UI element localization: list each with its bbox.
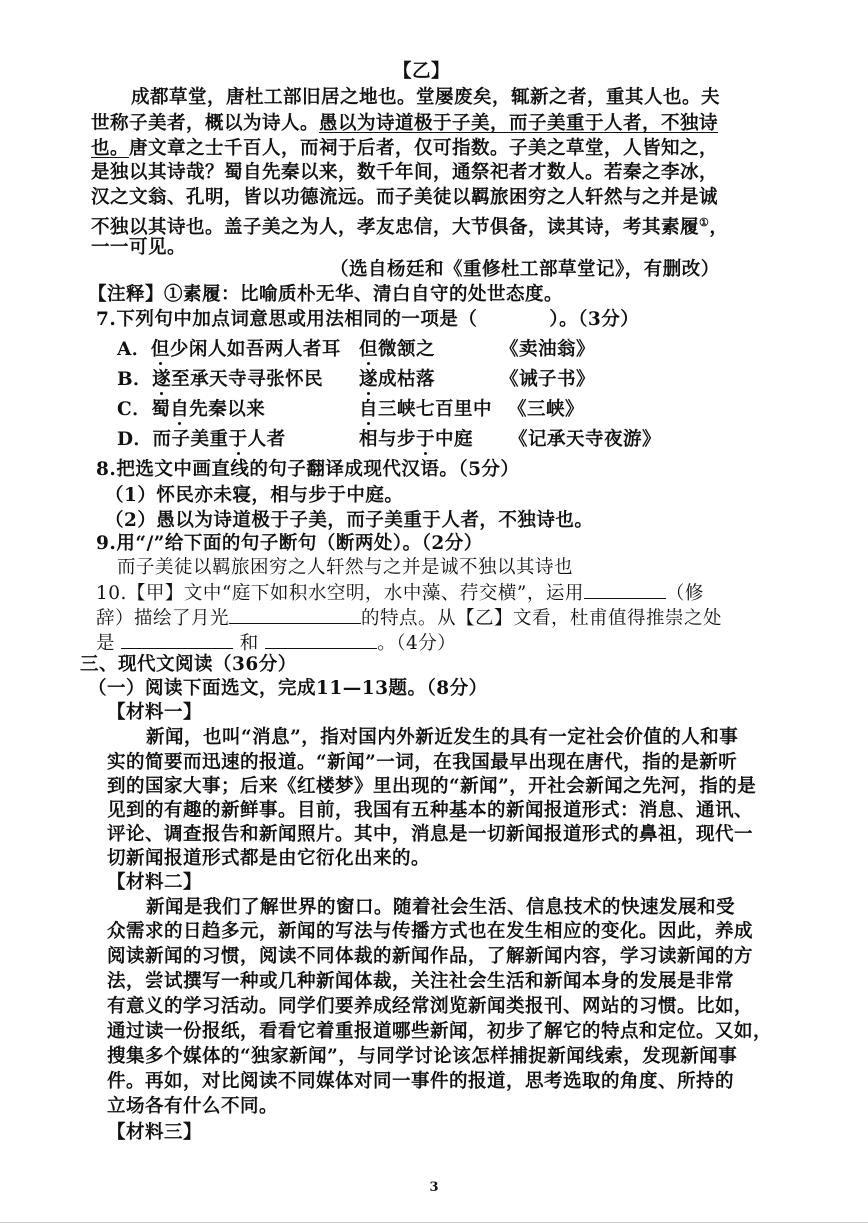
passage-yi-line-5: 汉之文翁、孔明，皆以功德流远。而子美徒以羁旅困穷之人轩然与之并是诚 xyxy=(91,187,719,208)
material-2-heading: 【材料二】 xyxy=(107,872,203,893)
option-c-compare: 自三峡七百里中 xyxy=(359,399,493,420)
option-c: C．蜀自先秦以来 xyxy=(117,399,266,420)
question-10-line-3: 是 和 。（4分） xyxy=(96,630,456,656)
question-8-stem: 8.把选文中画直线的句子翻译成现代汉语。（5分） xyxy=(96,459,520,480)
page-bottom-divider xyxy=(0,1222,868,1223)
material-2-line-5: 有意义的学习活动。同学们要养成经常浏览新闻类报刊、网站的习惯。比如， xyxy=(107,996,754,1017)
page-number: 3 xyxy=(429,1180,439,1195)
question-7-stem: 7.下列句中加点词意思或用法相同的一项是（ ）。（3分） xyxy=(96,309,640,330)
material-2-line-8: 件。再如，对比阅读不同媒体对同一事件的报道，思考选取的角度、所持的 xyxy=(107,1071,735,1092)
passage-yi-line-6: 不独以其诗也。盖子美之为人，孝友忠信，大节俱备，读其诗，考其素履①， xyxy=(91,216,729,239)
material-2-line-2: 众需求的日趋多元，新闻的写法与传播方式也在发生相应的变化。因此，养成 xyxy=(107,921,754,942)
material-1-line-3: 到的国家大事；后来《红楼梦》里出现的“新闻”，开社会新闻之先河，指的是 xyxy=(107,776,757,797)
question-9-sentence: 而子美徒以羁旅困穷之人轩然与之并是诚不独以其诗也 xyxy=(117,557,574,578)
option-d-compare: 相与步于中庭 xyxy=(359,429,474,450)
material-1-line-4: 见到的有趣的新鲜事。目前，我国有五种基本的新闻报道形式：消息、通讯、 xyxy=(107,800,754,821)
footnote-marker: ① xyxy=(699,216,710,229)
question-10-line-2: 辞）描绘了月光 的特点。从【乙】文看，杜甫值得推崇之处 xyxy=(96,605,722,631)
passage-yi-line-4: 是独以其诗哉？蜀自先秦以来，数千年间，通祭祀者才数人。若秦之李冰， xyxy=(91,162,719,183)
question-9-stem: 9.用“/”给下面的句子断句（断两处）。（2分） xyxy=(96,533,483,554)
passage-yi-line-7: 一一可见。 xyxy=(91,237,187,258)
material-2-line-1: 新闻是我们了解世界的窗口。随着社会生活、信息技术的快速发展和受 xyxy=(146,897,736,918)
material-1-line-1: 新闻，也叫“消息”，指对国内外新近发生的具有一定社会价值的人和事 xyxy=(146,727,739,748)
material-2-line-3: 阅读新闻的习惯，阅读不同体裁的新闻作品，了解新闻内容，学习读新闻的方 xyxy=(107,946,754,967)
blank-rhetoric[interactable] xyxy=(584,580,666,599)
option-b-source: 《诫子书》 xyxy=(500,369,596,390)
passage-yi-line-3: 也。唐文章之士千百人，而祠于后者，仅可指数。子美之草堂，人皆知之， xyxy=(91,138,719,159)
option-c-source: 《三峡》 xyxy=(508,399,585,420)
question-8-sentence-1: （1）怀民亦未寝，相与步于中庭。 xyxy=(105,485,404,506)
option-d-source: 《记承天寺夜游》 xyxy=(509,429,662,450)
blank-merit-1[interactable] xyxy=(121,630,233,649)
option-a-compare: 但微颔之 xyxy=(359,339,436,360)
option-a: A．但少闲人如吾两人者耳 xyxy=(117,339,341,360)
underlined-sentence-part-1: 愚以为诗道极于子美，而子美重于人者，不独诗 xyxy=(319,113,719,134)
passage-yi-line-2: 世称子美者，概以为诗人。愚以为诗道极于子美，而子美重于人者，不独诗 xyxy=(91,113,719,134)
option-b: B．遂至承天寺寻张怀民 xyxy=(117,369,324,390)
material-1-line-2: 实的简要而迅速的报道。“新闻”一词，在我国最早出现在唐代，指的是新听 xyxy=(107,752,738,773)
passage-yi-heading: 【乙】 xyxy=(393,61,451,82)
passage-source: （选自杨廷和《重修杜工部草堂记》，有删改） xyxy=(330,259,720,280)
section-3-subtitle: （一）阅读下面选文，完成11—13题。（8分） xyxy=(88,678,488,699)
material-3-heading: 【材料三】 xyxy=(107,1122,203,1143)
question-10-line-1: 10.【甲】文中“庭下如积水空明，水中藻、荇交横”，运用 （修 xyxy=(96,580,704,606)
section-3-title: 三、现代文阅读（36分） xyxy=(80,654,297,675)
material-2-line-9: 立场各有什么不同。 xyxy=(107,1096,279,1117)
option-d: D．而子美重于人者 xyxy=(117,429,286,450)
underlined-sentence-part-2: 也。 xyxy=(91,138,130,159)
material-1-line-5: 评论、调查报告和新闻照片。其中，消息是一切新闻报道形式的鼻祖，现代一 xyxy=(107,824,754,845)
material-1-line-6: 切新闻报道形式都是由它衍化出来的。 xyxy=(107,848,431,869)
blank-moonlight-feature[interactable] xyxy=(229,605,361,624)
material-2-line-4: 法，尝试撰写一种或几种新闻体裁，关注社会生活和新闻本身的发展是非常 xyxy=(107,971,735,992)
material-2-line-6: 通过读一份报纸，看看它着重报道哪些新闻，初步了解它的特点和定位。又如， xyxy=(107,1021,773,1042)
blank-merit-2[interactable] xyxy=(265,630,377,649)
option-b-compare: 遂成枯落 xyxy=(359,369,436,390)
passage-yi-line-1: 成都草堂，唐杜工部旧居之地也。堂屡废矣，辄新之者，重其人也。夫 xyxy=(131,87,721,108)
option-a-source: 《卖油翁》 xyxy=(500,339,596,360)
material-2-line-7: 搜集多个媒体的“独家新闻”，与同学讨论该怎样捕捉新闻线索，发现新闻事 xyxy=(107,1046,738,1067)
question-8-sentence-2: （2）愚以为诗道极于子美，而子美重于人者，不独诗也。 xyxy=(105,510,594,531)
material-1-heading: 【材料一】 xyxy=(107,702,203,723)
annotation-note: 【注释】①素履：比喻质朴无华、清白自守的处世态度。 xyxy=(88,284,564,305)
